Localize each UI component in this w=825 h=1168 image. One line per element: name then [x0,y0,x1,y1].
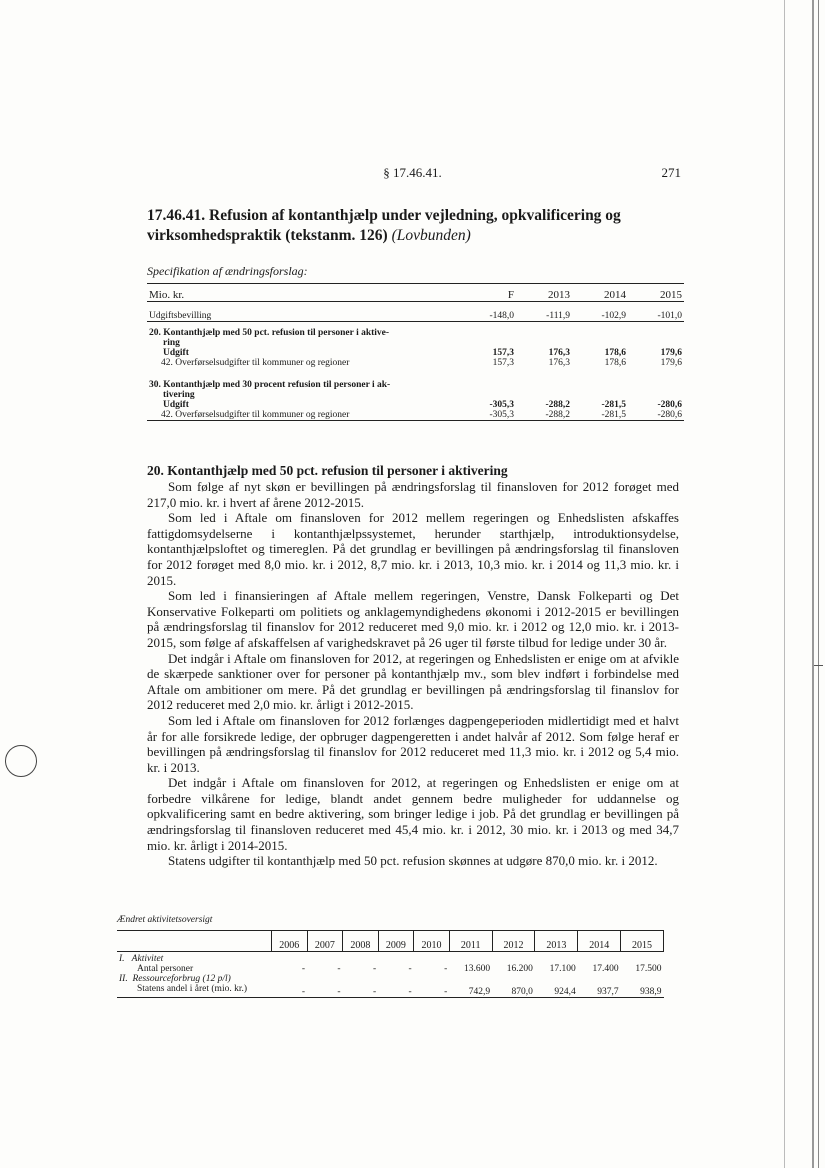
page-number: 271 [661,165,681,180]
activity-table [117,930,664,998]
spec-col: 2013 [516,284,572,302]
scan-edge-line [818,0,819,1168]
activity-year-row [117,931,664,952]
cell-value: 17.400 [592,964,619,974]
activity-data-row [117,984,664,998]
spec-row-label: Udgift [163,399,189,410]
spec-value: -305,3 [460,410,516,421]
spec-unit: Mio. kr. [147,284,460,302]
row-heading: Aktivitet [131,954,164,964]
scan-edge-line [784,0,785,1168]
year-cell: 2006 [272,931,308,952]
spec-value: -288,2 [545,399,570,410]
spec-s30-ovf-row [147,410,684,421]
cell-value: - [337,964,341,974]
spec-s30-head: 30. Kontanthjælp med 30 procent refusion til personer i ak- [149,379,391,390]
body-text [147,479,679,869]
section-title-main: 17.46.41. Refusion af kontanthjælp under vejledning, opkvalificering og virksomhedspraktik (tekstanm. 126) [147,207,621,244]
cell-value: - [408,964,412,974]
row-label: Antal personer [137,964,194,974]
spec-s30-udgift-row [147,400,684,410]
cell-value: 937,7 [578,984,621,998]
scan-edge-line [812,0,814,1168]
row-heading: Ressourceforbrug (12 p/l) [132,974,231,984]
paragraph: Statens udgifter til kontanthjælp med 50 pct. refusion skønnes at udgøre 870,0 mio. kr. i 2012. [168,853,658,869]
spec-s20-head2: ring [163,337,180,348]
paragraph: Som led i finansieringen af Aftale mellem regeringen, Venstre, Dansk Folkeparti og Det Konservative Folkeparti om politiets og anklagemyndighedens økonomi i 2012-2015 er bevillingen på ændringsforslag til finanslov for 2012 reduceret med 9,0 mio. kr. i 2012 og 12,0 mio. kr. i 2013-2015, som følge af afskaffelsen af varighedskravet på 26 uger til første tilbud for ledige under 30 år. [147,588,679,650]
year-cell: 2015 [621,931,664,952]
spec-table [147,283,684,421]
spec-s20-ovf-row [147,358,684,368]
spec-row-label: 42. Overførselsudgifter til kommuner og regioner [147,410,460,421]
cell-value: - [272,984,308,998]
cell-value: 924,4 [535,984,578,998]
spec-value: -101,0 [628,302,684,322]
spec-col: 2015 [628,284,684,302]
cell-value: 16.200 [506,964,533,974]
row-number: I. [119,954,125,964]
cell-value: - [414,984,450,998]
spec-col: F [460,284,516,302]
cell-value: 17.500 [635,964,662,974]
paragraph: Som led i Aftale om finansloven for 2012 forlænges dagpengeperioden midlertidigt med et halvt år for alle forsikrede ledige, der opbruger dagpengeretten i andet halvår af 2012. Som følge heraf er bevillingen på ændringsforslag til finanslov for 2012 reduceret med 11,3 mio. kr. i 2012 og 5,4 mio. kr. i 2013. [147,712,679,775]
cell-value: - [301,964,306,974]
spec-s20-head: 20. Kontanthjælp med 50 pct. refusion til personer i aktive- [149,327,390,338]
paragraph: Det indgår i Aftale om finansloven for 2012, at regeringen og Enhedslisten er enige om at forbedre vilkårene for ledige, blandt andet gennem bedre muligheder for uddannelse og opkvalificering samt en bedre aktivering, som bringer ledige i job. På det grundlag er bevillingen på ændringsforslag til finansloven reduceret med 45,4 mio. kr. i 2012, 30 mio. kr. i 2013 og med 34,7 mio. kr. årligt i 2014-2015. [147,775,679,853]
spec-value: -305,3 [489,399,514,410]
section-title-tag: (Lovbunden) [391,227,471,244]
spec-value: -102,9 [572,302,628,322]
spec-value: -148,0 [460,302,516,322]
activity-data-row [117,964,664,974]
activity-section-row [117,974,664,984]
spec-value: 176,3 [548,357,570,368]
spec-col: 2014 [572,284,628,302]
cell-value: 17.100 [549,964,576,974]
cell-value: 938,9 [621,984,664,998]
spec-value: -288,2 [516,410,572,421]
spec-value: 178,6 [604,347,626,358]
row-number: II. [119,974,128,984]
cell-value: - [343,984,379,998]
spec-value: -111,9 [516,302,572,322]
spec-value: 176,3 [548,347,570,358]
subsection-heading: 20. Kontanthjælp med 50 pct. refusion til personer i aktivering [147,463,508,478]
spec-value: -280,6 [628,410,684,421]
cell-value: 870,0 [492,984,535,998]
spec-total-row [147,302,684,322]
spec-s20-udgift-row [147,348,684,358]
activity-label: Ændret aktivitetsoversigt [117,915,213,925]
spec-value: 179,6 [660,357,682,368]
row-label: Statens andel i året (mio. kr.) [117,984,272,998]
year-cell: 2009 [378,931,414,952]
spec-row-label: Udgift [163,347,189,358]
paragraph: Som led i Aftale om finansloven for 2012 mellem regeringen og Enhedslisten afskaffes fattigdomsydelserne i kontanthjælpssystemet, herunder starthjælp, introduktionsydelse, kontanthjælpsloftet og timereglen. På det grundlag er bevillingen på ændringsforslag til finansloven for 2012 forøget med 8,0 mio. kr. i 2012, 8,7 mio. kr. i 2013, 10,3 mio. kr. i 2014 og 11,3 mio. kr. i 2015. [147,510,679,588]
spec-value: -280,6 [657,399,682,410]
year-cell: 2007 [307,931,343,952]
cell-value: - [378,984,414,998]
spec-total-label: Udgiftsbevilling [149,311,212,321]
cell-value: - [444,964,448,974]
cell-value: - [372,964,377,974]
spec-value: 179,6 [660,347,682,358]
spec-header-row [147,284,684,302]
punch-hole-mark [5,745,37,777]
spec-label: Specifikation af ændringsforslag: [147,264,308,278]
spec-value: -281,5 [601,399,626,410]
year-cell: 2014 [578,931,621,952]
running-header-section: § 17.46.41. [383,165,442,180]
section-title [147,206,682,246]
spec-value: 157,3 [492,357,514,368]
spec-value: 157,3 [492,347,514,358]
year-cell: 2011 [449,931,492,952]
spec-value: 178,6 [604,357,626,368]
paragraph: Som følge af nyt skøn er bevillingen på ændringsforslag til finansloven for 2012 forøget med 217,0 mio. kr. i hvert af årene 2012-2015. [147,479,679,510]
year-cell: 2013 [535,931,578,952]
cell-value: 742,9 [449,984,492,998]
paragraph: Det indgår i Aftale om finansloven for 2012, at regeringen og Enhedslisten er enige om at afvikle de skærpede sanktioner over for personer på kontanthjælp mv., som blev indført i forbindelse med Aftale om ambitioner om mere. På det grundlag er bevillingen på ændringsforslag til finanslov for 2012 reduceret med 2,0 mio. kr. årligt i 2012-2015. [147,650,679,713]
year-cell: 2008 [343,931,379,952]
spec-row-label: 42. Overførselsudgifter til kommuner og regioner [161,357,350,368]
cell-value: 13.600 [463,964,491,974]
cell-value: - [307,984,343,998]
spec-value: -281,5 [572,410,628,421]
year-cell: 2010 [414,931,450,952]
year-cell: 2012 [492,931,535,952]
activity-section-row [117,952,664,965]
spec-s30-head2: tivering [163,389,195,400]
scan-edge-tick [814,665,823,666]
